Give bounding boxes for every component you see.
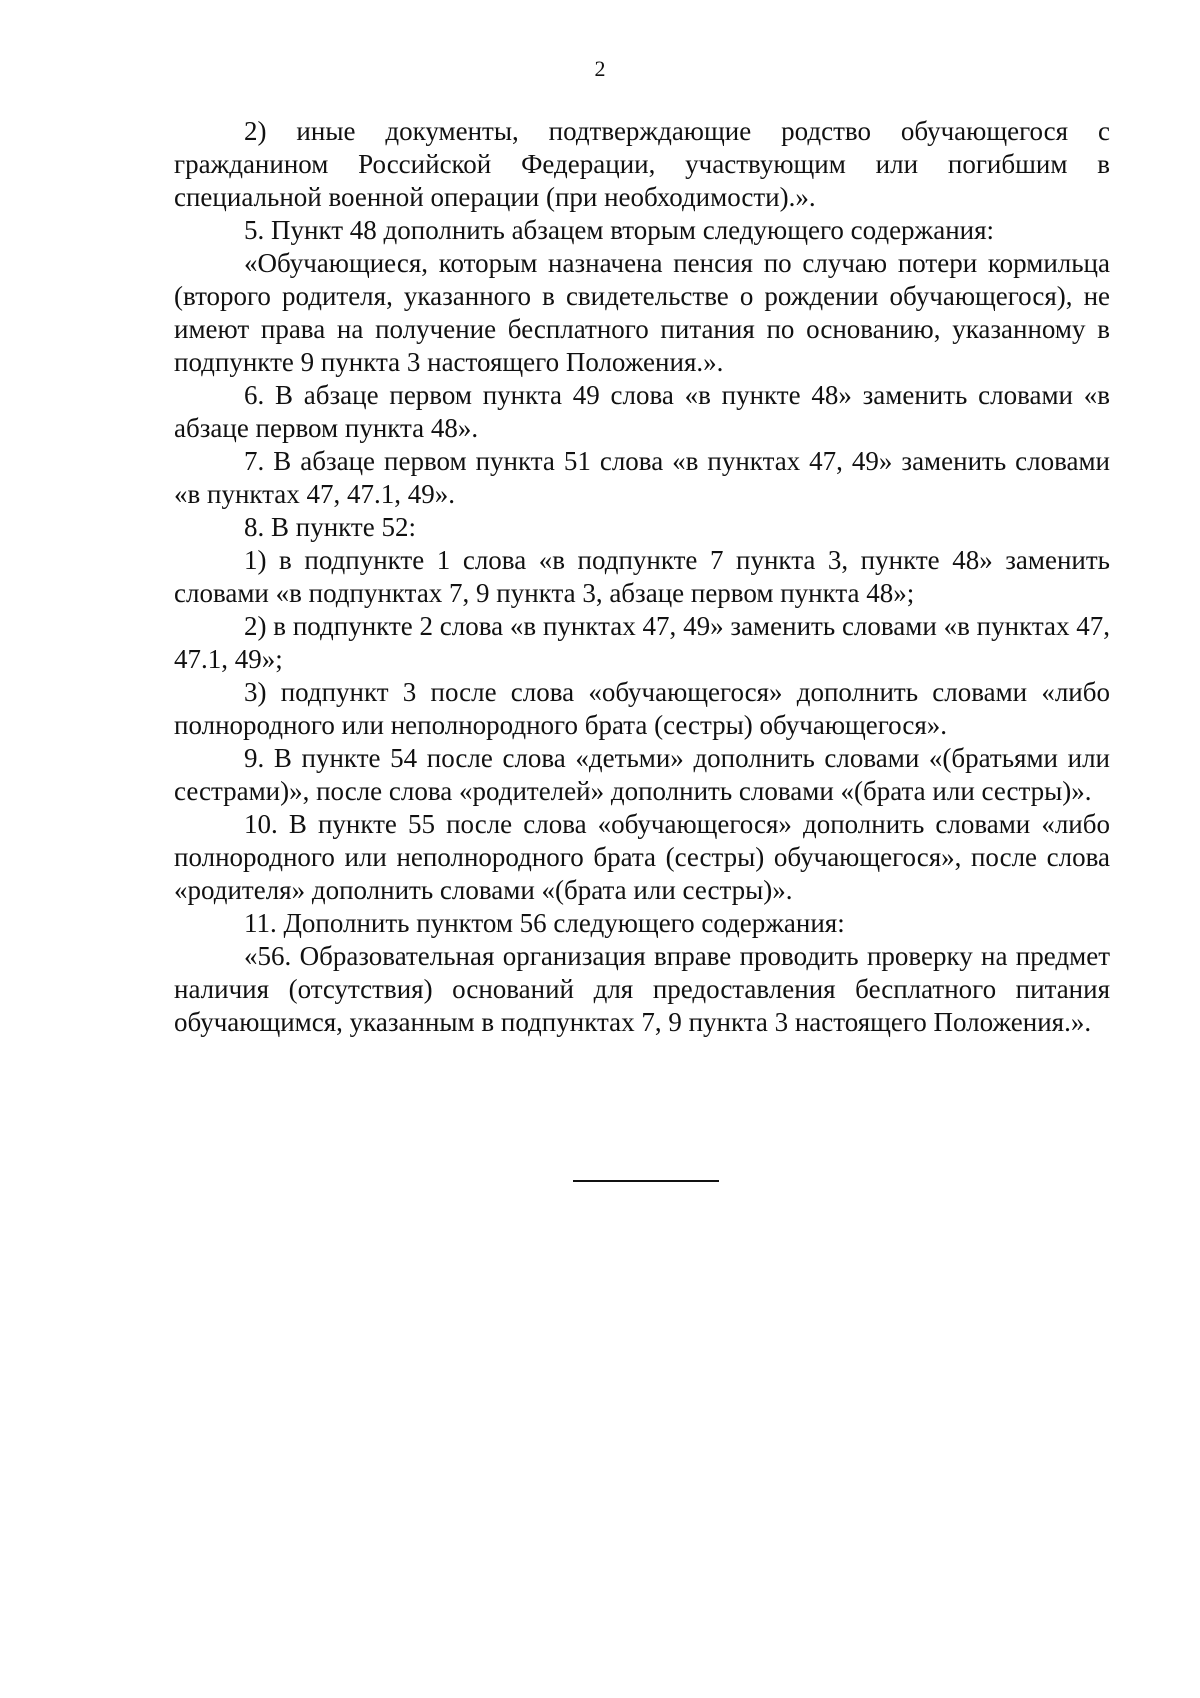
paragraph-item-8-sub-3: 3) подпункт 3 после слова «обучающегося» дополнить словами «либо полнородного или неполнородного брата (сестры) обучающегося». (174, 677, 1110, 740)
paragraph-item-5: 5. Пункт 48 дополнить абзацем вторым следующего содержания: (244, 215, 995, 245)
end-separator-line (573, 1180, 719, 1182)
paragraph-item-8-sub-1: 1) в подпункте 1 слова «в подпункте 7 пункта 3, пункте 48» заменить словами «в подпунктах 7, 9 пункта 3, абзаце первом пункта 48»; (174, 545, 1110, 608)
page-number: 2 (594, 56, 606, 81)
paragraph-item-8: 8. В пункте 52: (244, 512, 416, 542)
paragraph-subitem-2-other-documents: 2) иные документы, подтверждающие родство обучающегося с гражданином Российской Федерации, участвующим или погибшим в специальной военной операции (при необходимости).». (174, 116, 1110, 212)
paragraph-item-6: 6. В абзаце первом пункта 49 слова «в пункте 48» заменить словами «в абзаце первом пункта 48». (174, 380, 1110, 443)
paragraph-item-8-sub-2: 2) в подпункте 2 слова «в пунктах 47, 49» заменить словами «в пунктах 47, 47.1, 49»; (174, 611, 1110, 674)
paragraph-item-9: 9. В пункте 54 после слова «детьми» дополнить словами «(братьями или сестрами)», после слова «родителей» дополнить словами «(брата или сестры)». (174, 743, 1110, 806)
paragraph-item-7: 7. В абзаце первом пункта 51 слова «в пунктах 47, 49» заменить словами «в пунктах 47, 47.1, 49». (174, 446, 1110, 509)
paragraph-item-11-quote: «56. Образовательная организация вправе проводить проверку на предмет наличия (отсутствия) оснований для предоставления бесплатного питания обучающимся, указанным в подпунктах 7, 9 пункта 3 настоящего Положения.». (174, 941, 1110, 1037)
paragraph-item-10: 10. В пункте 55 после слова «обучающегося» дополнить словами «либо полнородного или неполнородного брата (сестры) обучающегося», после слова «родителя» дополнить словами «(брата или сестры)». (174, 809, 1110, 905)
paragraph-item-11: 11. Дополнить пунктом 56 следующего содержания: (244, 908, 845, 938)
document-body (174, 115, 1110, 1039)
paragraph-item-5-quote: «Обучающиеся, которым назначена пенсия по случаю потери кормильца (второго родителя, указанного в свидетельстве о рождении обучающегося), не имеют права на получение бесплатного питания по основанию, указанному в подпункте 9 пункта 3 настоящего Положения.». (174, 248, 1110, 377)
